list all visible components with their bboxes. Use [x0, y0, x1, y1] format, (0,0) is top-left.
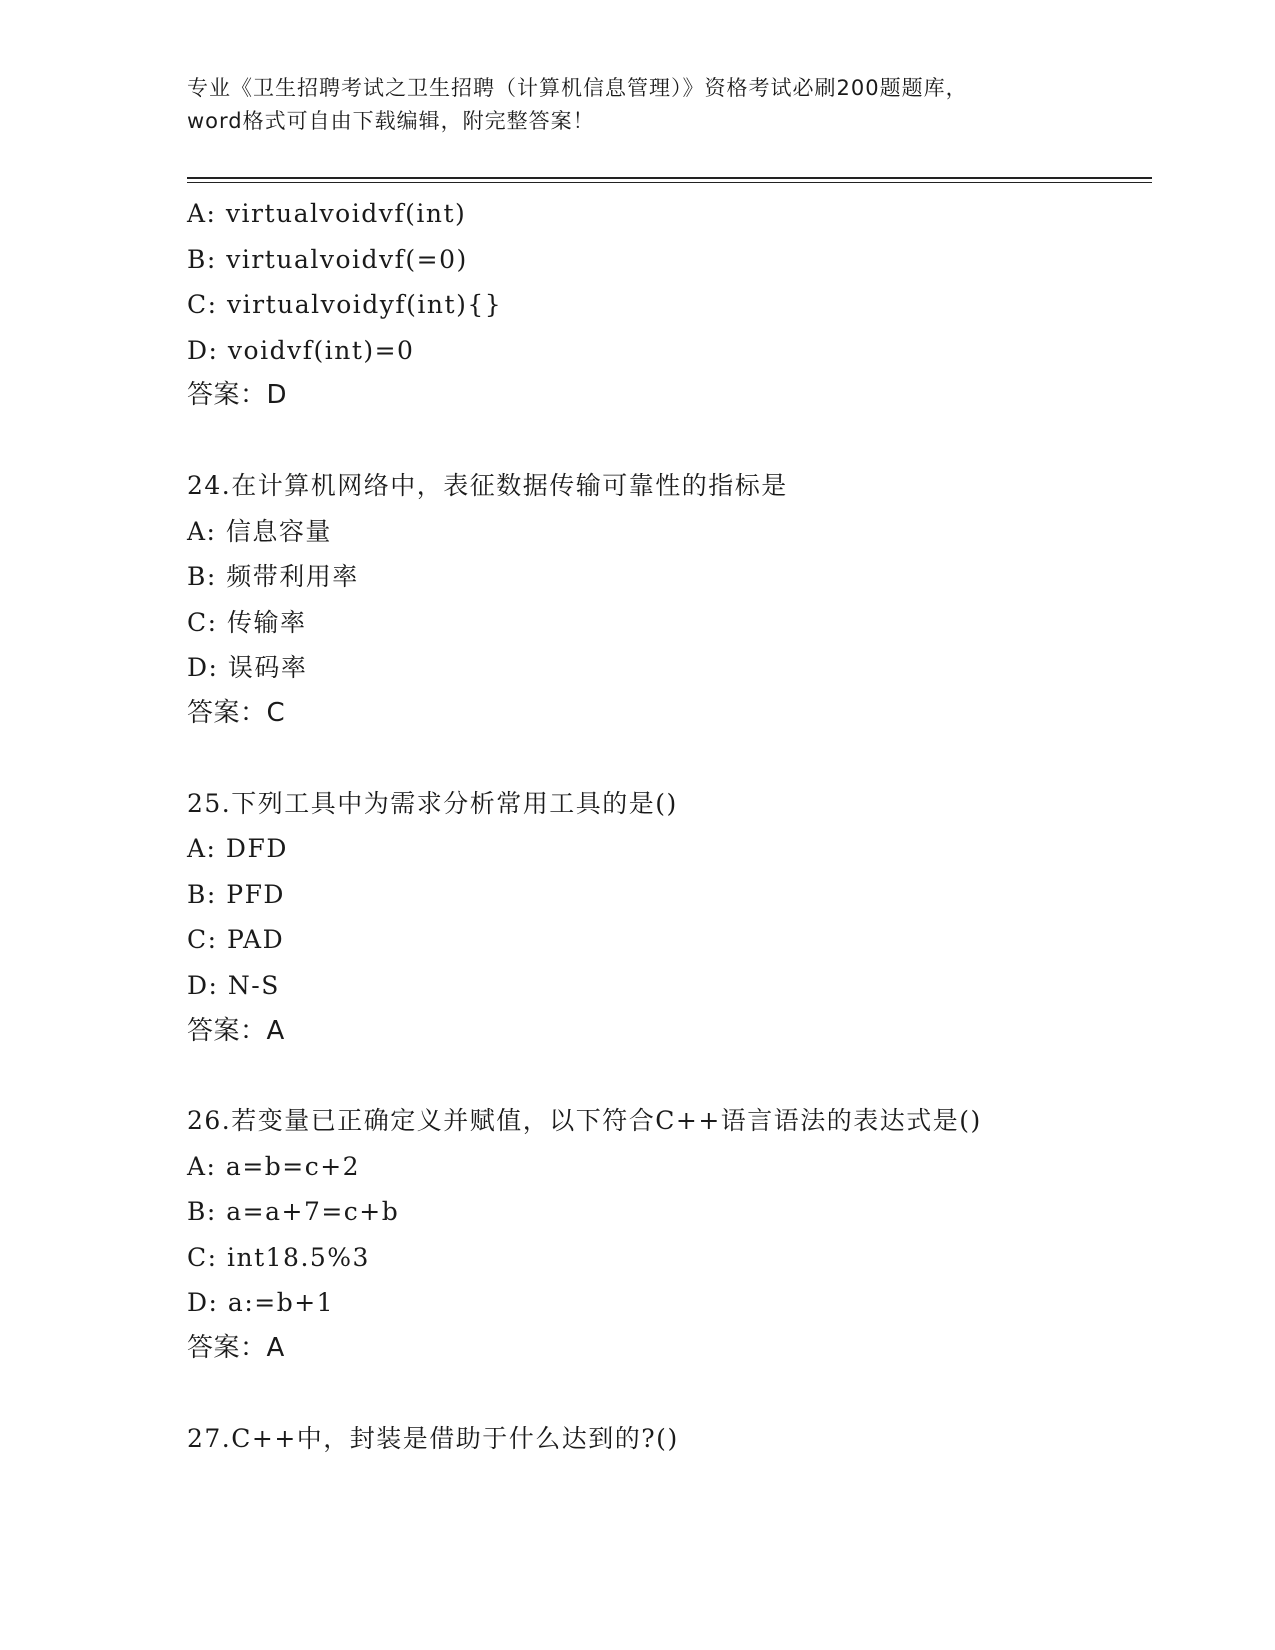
option-a: A: a=b=c+2 [187, 1151, 361, 1181]
option-a: A: 信息容量 [187, 516, 332, 546]
option-c: C: virtualvoidyf(int){} [187, 290, 503, 320]
option-c: C: 传输率 [187, 607, 307, 637]
option-a: A: DFD [187, 834, 288, 864]
option-b: B: a=a+7=c+b [187, 1197, 400, 1227]
answer: 答案：C [187, 697, 286, 728]
question-list [187, 191, 1147, 1461]
header-line-1: 专业《卫生招聘考试之卫生招聘（计算机信息管理）》资格考试必刷200题题库， [187, 76, 968, 100]
option-c: C: PAD [187, 925, 285, 955]
question-stem: 25.下列工具中为需求分析常用工具的是() [187, 788, 678, 818]
header-line-2: word格式可自由下载编辑，附完整答案！ [187, 109, 595, 133]
option-d: D: voidvf(int)=0 [187, 335, 415, 365]
answer: 答案：A [187, 1333, 285, 1364]
option-b: B: 频带利用率 [187, 562, 359, 592]
question-stem: 27.C++中，封装是借助于什么达到的?() [187, 1423, 679, 1453]
option-d: D: N-S [187, 970, 280, 1000]
question-stem: 26.若变量已正确定义并赋值，以下符合C++语言语法的表达式是() [187, 1106, 982, 1136]
option-b: B: virtualvoidvf(=0) [187, 244, 468, 274]
header-divider-thin [187, 182, 1152, 183]
document-header [187, 72, 1087, 138]
option-d: D: a:=b+1 [187, 1288, 335, 1318]
option-a: A: virtualvoidvf(int) [187, 199, 467, 228]
question-26 [187, 1098, 1147, 1372]
question-25 [187, 781, 1147, 1055]
question-23 [187, 191, 1147, 419]
question-stem: 24.在计算机网络中，表征数据传输可靠性的指标是 [187, 470, 788, 500]
question-24 [187, 463, 1147, 737]
header-divider-thick [187, 177, 1152, 179]
question-27 [187, 1416, 1147, 1462]
option-c: C: int18.5%3 [187, 1242, 370, 1272]
option-b: B: PFD [187, 879, 285, 909]
answer: 答案：D [187, 380, 288, 411]
option-d: D: 误码率 [187, 653, 308, 683]
answer: 答案：A [187, 1015, 285, 1046]
